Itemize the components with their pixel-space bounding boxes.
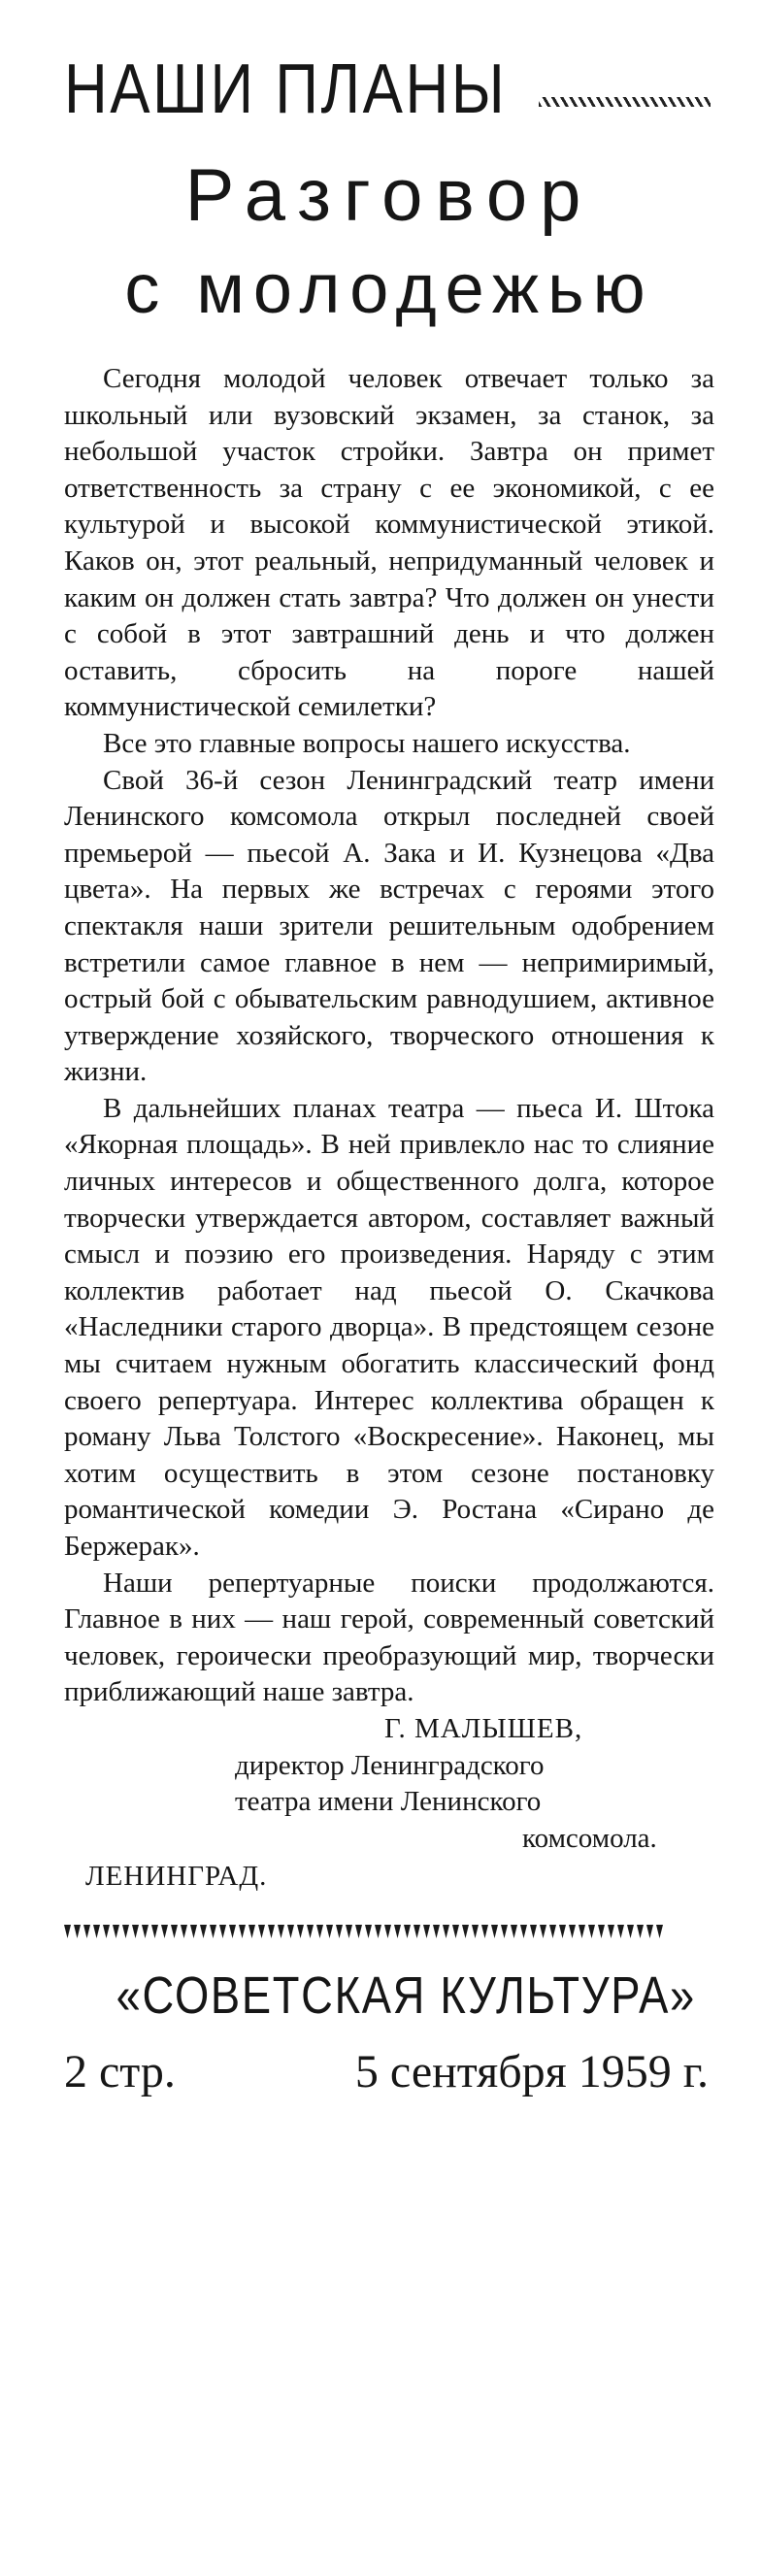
- ornament-triangle: [151, 1925, 158, 1938]
- ornament-triangle: [181, 1925, 187, 1938]
- ornament-triangle: [355, 1925, 362, 1938]
- ornament-triangle: [404, 1925, 411, 1938]
- ornament-triangle: [414, 1925, 420, 1938]
- paragraph: Наши репертуарные поиски продолжаются. Главное в них — наш герой, современный советский человек, героически преобразующий мир, творчески приближающий наше завтра.: [64, 1567, 714, 1708]
- article-body: [64, 361, 714, 1711]
- ornament-triangle: [452, 1925, 459, 1938]
- ornament-triangle: [142, 1925, 149, 1938]
- ornament-triangle: [433, 1925, 440, 1938]
- dateline-city: ЛЕНИНГРАД.: [85, 1861, 268, 1893]
- author-title-line: директор Ленинградского: [235, 1749, 545, 1781]
- paragraph: Сегодня молодой человек отвечает только за школьный или вузовский экзамен, за станок, за небольшой участок стройки. Завтра он примет ответственность за страну с ее экономикой, с ее культурой и высокой коммунистической этикой. Каков он, этот реальный, непридуманный человек и каким он должен стать завтра? Что должен он унести с собой в этот завтрашний день и что должен оставить, сбросить на пороге нашей коммунистической семилетки?: [64, 363, 714, 723]
- ornament-triangle: [239, 1925, 246, 1938]
- headline-line-1: Разговор: [184, 154, 594, 237]
- ornament-triangle: [248, 1925, 255, 1938]
- ornament-triangle: [219, 1925, 226, 1938]
- page-number: 2 стр.: [64, 2045, 176, 2097]
- ornament-triangle: [93, 1925, 100, 1938]
- paragraph: Все это главные вопросы нашего искусства.: [103, 727, 631, 759]
- headline-line-2: с молодежью: [124, 250, 654, 328]
- rubric-header: [64, 43, 714, 128]
- ornament-triangle: [481, 1925, 488, 1938]
- ornament-triangle: [491, 1925, 498, 1938]
- author-title-line: театра имени Ленинского: [235, 1786, 542, 1818]
- ornament-triangle: [617, 1925, 624, 1938]
- ornament-triangle: [307, 1925, 314, 1938]
- ornament-triangle: [472, 1925, 479, 1938]
- ornament-triangle: [287, 1925, 294, 1938]
- ornament-triangle: [520, 1925, 527, 1938]
- ornament-triangle: [540, 1925, 546, 1938]
- ornament-triangle: [316, 1925, 323, 1938]
- author-title-line: комсомола.: [522, 1822, 657, 1854]
- ornament-triangle: [559, 1925, 566, 1938]
- ornament-triangle: [423, 1925, 430, 1938]
- ornament-triangle: [229, 1925, 236, 1938]
- ornament-triangle: [171, 1925, 178, 1938]
- ornament-triangle: [161, 1925, 168, 1938]
- ornament-triangle: [113, 1925, 119, 1938]
- ornament-triangle: [336, 1925, 343, 1938]
- ornament-triangle: [297, 1925, 304, 1938]
- ornament-triangle: [384, 1925, 391, 1938]
- article-headline: [64, 149, 714, 336]
- paragraph: В дальнейших планах театра — пьеса И. Штока «Якорная площадь». В ней привлекло нас то слияние личных интересов и общественного долга, которое творчески утверждается автором, составляет важный смысл и поэзию его произведения. Наряду с этим коллектив работает над пьесой О. Скачкова «Наследники старого дворца». В предстоящем сезоне мы считаем нужным обогатить классический фонд своего репертуара. Интерес коллектива обращен к роману Льва Толстого «Воскресение». Наконец, мы хотим осуществить в этом сезоне постановку романтической комедии Э. Ростана «Сирано де Бержерак».: [64, 1092, 714, 1562]
- ornament-triangle: [501, 1925, 508, 1938]
- ornament-triangle: [598, 1925, 605, 1938]
- ornament-triangle: [443, 1925, 449, 1938]
- ornament-triangle: [627, 1925, 634, 1938]
- ornament-triangle: [346, 1925, 352, 1938]
- ornament-triangle: [462, 1925, 469, 1938]
- paragraph: Свой 36-й сезон Ленинградский театр имени Ленинского комсомола открыл последней своей премьерой — пьесой А. Зака и И. Кузнецова «Два цвета». На первых же встречах с героями этого спектакля наши зрители решительным одобрением встретили самое главное в нем — непримиримый, острый бой с обывательским равнодушием, активное утверждение хозяйского, творческого отношения к жизни.: [64, 764, 714, 1088]
- ornament-triangle: [64, 1925, 71, 1938]
- ornament-triangle: [268, 1925, 275, 1938]
- ornament-triangle: [258, 1925, 265, 1938]
- ornament-triangle: [579, 1925, 585, 1938]
- ornament-triangle: [646, 1925, 653, 1938]
- ornament-triangle: [278, 1925, 284, 1938]
- ornament-triangle: [365, 1925, 372, 1938]
- ornament-triangle: [190, 1925, 197, 1938]
- author-signature: [64, 1711, 714, 1896]
- ornament-triangle: [83, 1925, 90, 1938]
- ornament-triangle: [326, 1925, 333, 1938]
- ornament-triangle: [511, 1925, 517, 1938]
- ornament-divider: [64, 1925, 714, 1942]
- issue-date: 5 сентября 1959 г.: [354, 2045, 709, 2097]
- ornament-triangle: [122, 1925, 129, 1938]
- rubric-hatch-rule: [539, 97, 711, 107]
- ornament-triangle: [132, 1925, 139, 1938]
- ornament-triangle: [375, 1925, 381, 1938]
- ornament-triangle: [569, 1925, 576, 1938]
- ornament-triangle: [549, 1925, 556, 1938]
- newspaper-name: «СОВЕТСКАЯ КУЛЬТУРА»: [116, 1965, 696, 2025]
- ornament-triangle: [588, 1925, 595, 1938]
- ornament-triangle: [530, 1925, 537, 1938]
- newspaper-clipping: [0, 43, 761, 2576]
- author-name: Г. МАЛЫШЕВ,: [384, 1712, 583, 1744]
- ornament-triangle: [103, 1925, 110, 1938]
- issue-line: [64, 2045, 714, 2099]
- ornament-triangle: [637, 1925, 644, 1938]
- ornament-triangle: [656, 1925, 663, 1938]
- ornament-triangle: [74, 1925, 81, 1938]
- ornament-triangle: [210, 1925, 216, 1938]
- ornament-triangle: [394, 1925, 401, 1938]
- ornament-triangle: [608, 1925, 614, 1938]
- rubric-title: НАШИ ПЛАНЫ: [64, 50, 508, 128]
- ornament-triangle: [200, 1925, 207, 1938]
